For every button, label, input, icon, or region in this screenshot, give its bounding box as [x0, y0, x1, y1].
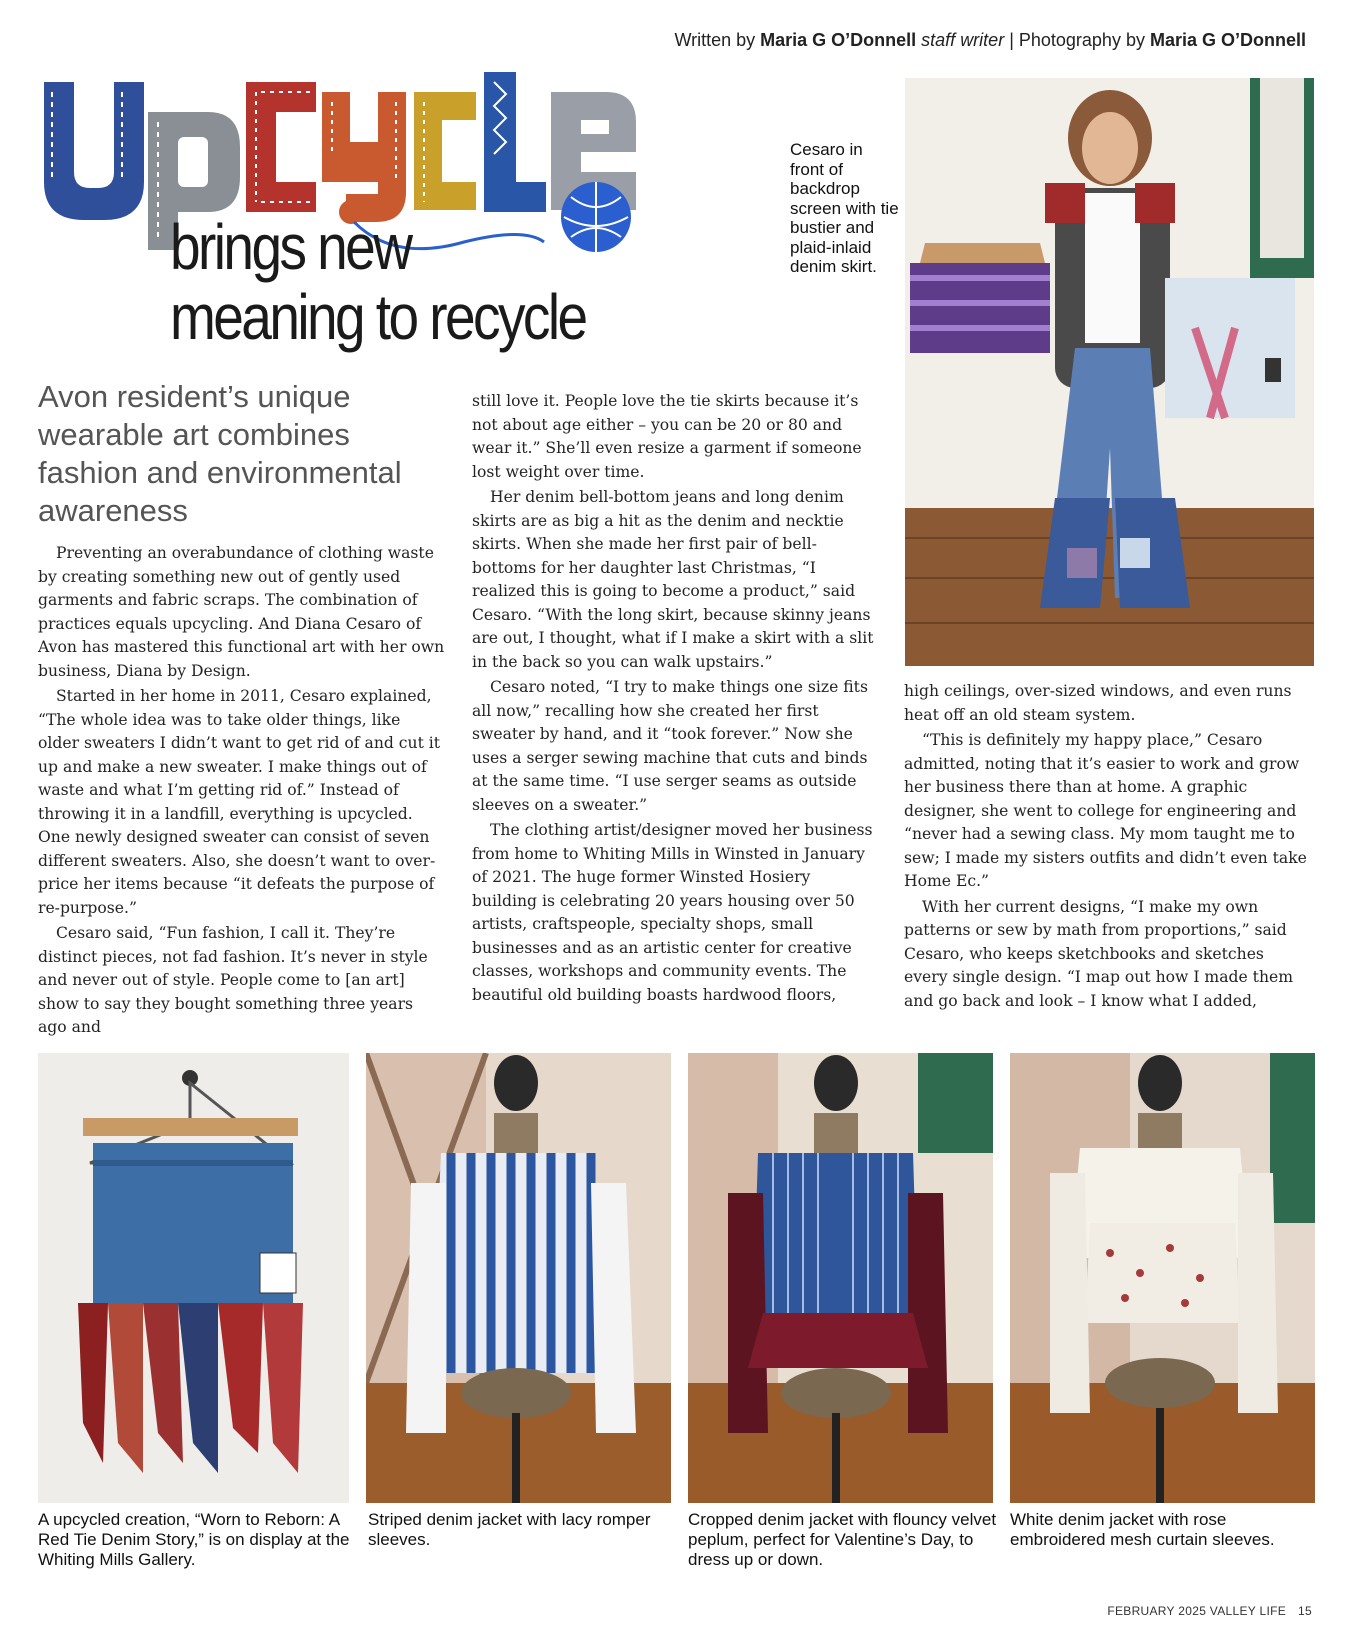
paragraph: Cesaro said, “Fun fashion, I call it. They’re distinct pieces, not fad fashion. It’s never in style and never out of style. People come to [an art] show to say they bought something three years ago and	[38, 924, 428, 1036]
photo-cropped-jacket	[688, 1053, 993, 1503]
byline-separator: | Photography by	[1004, 30, 1150, 50]
article-dek: Avon resident’s unique wearable art combines fashion and environmental awareness	[38, 379, 402, 528]
byline-role: staff writer	[916, 30, 1005, 50]
photo-striped-jacket	[366, 1053, 671, 1503]
photo-white-jacket	[1010, 1053, 1315, 1503]
photo-tie-skirt	[38, 1053, 349, 1503]
paragraph: “This is definitely my happy place,” Cesaro admitted, noting that it’s easier to work and grow her business there than at home. A graphic designer, she went to college for engineering and “never had a sewing class. My mom taught me to sew; I made my sisters outfits and didn’t even take Home Ec.”	[904, 731, 1307, 890]
photo-caption-4: White denim jacket with rose embroidered mesh curtain sleeves.	[1010, 1510, 1275, 1549]
folio-issue: FEBRUARY 2025 VALLEY LIFE	[1107, 1604, 1287, 1618]
byline	[674, 30, 1306, 51]
letter-c-red	[246, 82, 316, 212]
byline-author: Maria G O’Donnell	[760, 30, 917, 50]
hero-photo	[905, 78, 1314, 666]
headline-line-1: brings new	[170, 211, 411, 283]
article-column-1	[38, 542, 446, 1042]
letter-c-gold	[414, 92, 476, 210]
paragraph: The clothing artist/designer moved her business from home to Whiting Mills in Winsted in January of 2021. The huge former Winsted Hosiery building is celebrating 20 years housing over 50 artists, craftspeople, specialty shops, small businesses and as an artistic center for creative classes, workshops and community events. The beautiful old building boasts hardwood floors,	[472, 821, 873, 1004]
headline-line-2: meaning to recycle	[170, 281, 586, 353]
paragraph: still love it. People love the tie skirts because it’s not about age either – you can be 20 or 80 and wear it.” She’ll even resize a garment if someone lost weight over time.	[472, 392, 862, 481]
paragraph: high ceilings, over-sized windows, and even runs heat off an old steam system.	[904, 682, 1292, 724]
photo-caption-3: Cropped denim jacket with flouncy velvet peplum, perfect for Valentine’s Day, to dress up or down.	[688, 1510, 997, 1569]
headline-subtitle	[170, 212, 586, 352]
photo-caption-2: Striped denim jacket with lacy romper sleeves.	[368, 1510, 651, 1549]
paragraph: With her current designs, “I make my own patterns or sew by math from proportions,” said Cesaro, who keeps sketchbooks and sketches every single design. “I map out how I made them and go back and look – I know what I added,	[904, 897, 1294, 1010]
paragraph: Cesaro noted, “I try to make things one size fits all now,” recalling how she created her first sweater by hand, and it “took forever.” Now she uses a serger sewing machine that cuts and binds at the same time. “I use serger seams as outside sleeves on a sweater.”	[472, 678, 868, 814]
paragraph: Started in her home in 2011, Cesaro explained, “The whole idea was to take older things, like older sweaters I didn’t want to get rid of and cut it up and make a new sweater. I make things out of waste and what I’m getting rid of.” Instead of throwing it in a landfill, everything is upcycled. One newly designed sweater can consist of seven different sweaters. Also, she doesn’t want to over-price her items because “it defeats the purpose of re-purpose.”	[38, 687, 441, 917]
letter-l	[484, 72, 546, 212]
byline-photographer: Maria G O’Donnell	[1149, 30, 1306, 50]
page-number: 15	[1298, 1604, 1312, 1618]
byline-prefix: Written by	[674, 30, 761, 50]
hero-photo-caption: Cesaro in front of backdrop screen with tie bustier and plaid-inlaid denim skirt.	[790, 140, 899, 276]
letter-y	[322, 92, 406, 224]
paragraph: Preventing an overabundance of clothing waste by creating something new out of gently used garments and fabric scraps. The combination of practices equals upcycling. And Diana Cesaro of Avon has mastered this functional art with her own business, Diana by Design.	[38, 544, 445, 680]
letter-u	[44, 82, 144, 220]
paragraph: Her denim bell-bottom jeans and long denim skirts are as big a hit as the denim and necktie skirts. When she made her first pair of bell-bottoms for her daughter last Christmas, “I realized this is going to become a product,” said Cesaro. “With the long skirt, because skinny jeans are out, I thought, what if I make a skirt with a slit in the back so you can walk upstairs.”	[472, 488, 874, 671]
article-column-3	[904, 680, 1312, 1015]
page-folio	[1107, 1604, 1312, 1618]
article-column-2	[472, 390, 874, 1009]
photo-caption-1: A upcycled creation, “Worn to Reborn: A Red Tie Denim Story,” is on display at the Whiting Mills Gallery.	[38, 1510, 350, 1569]
